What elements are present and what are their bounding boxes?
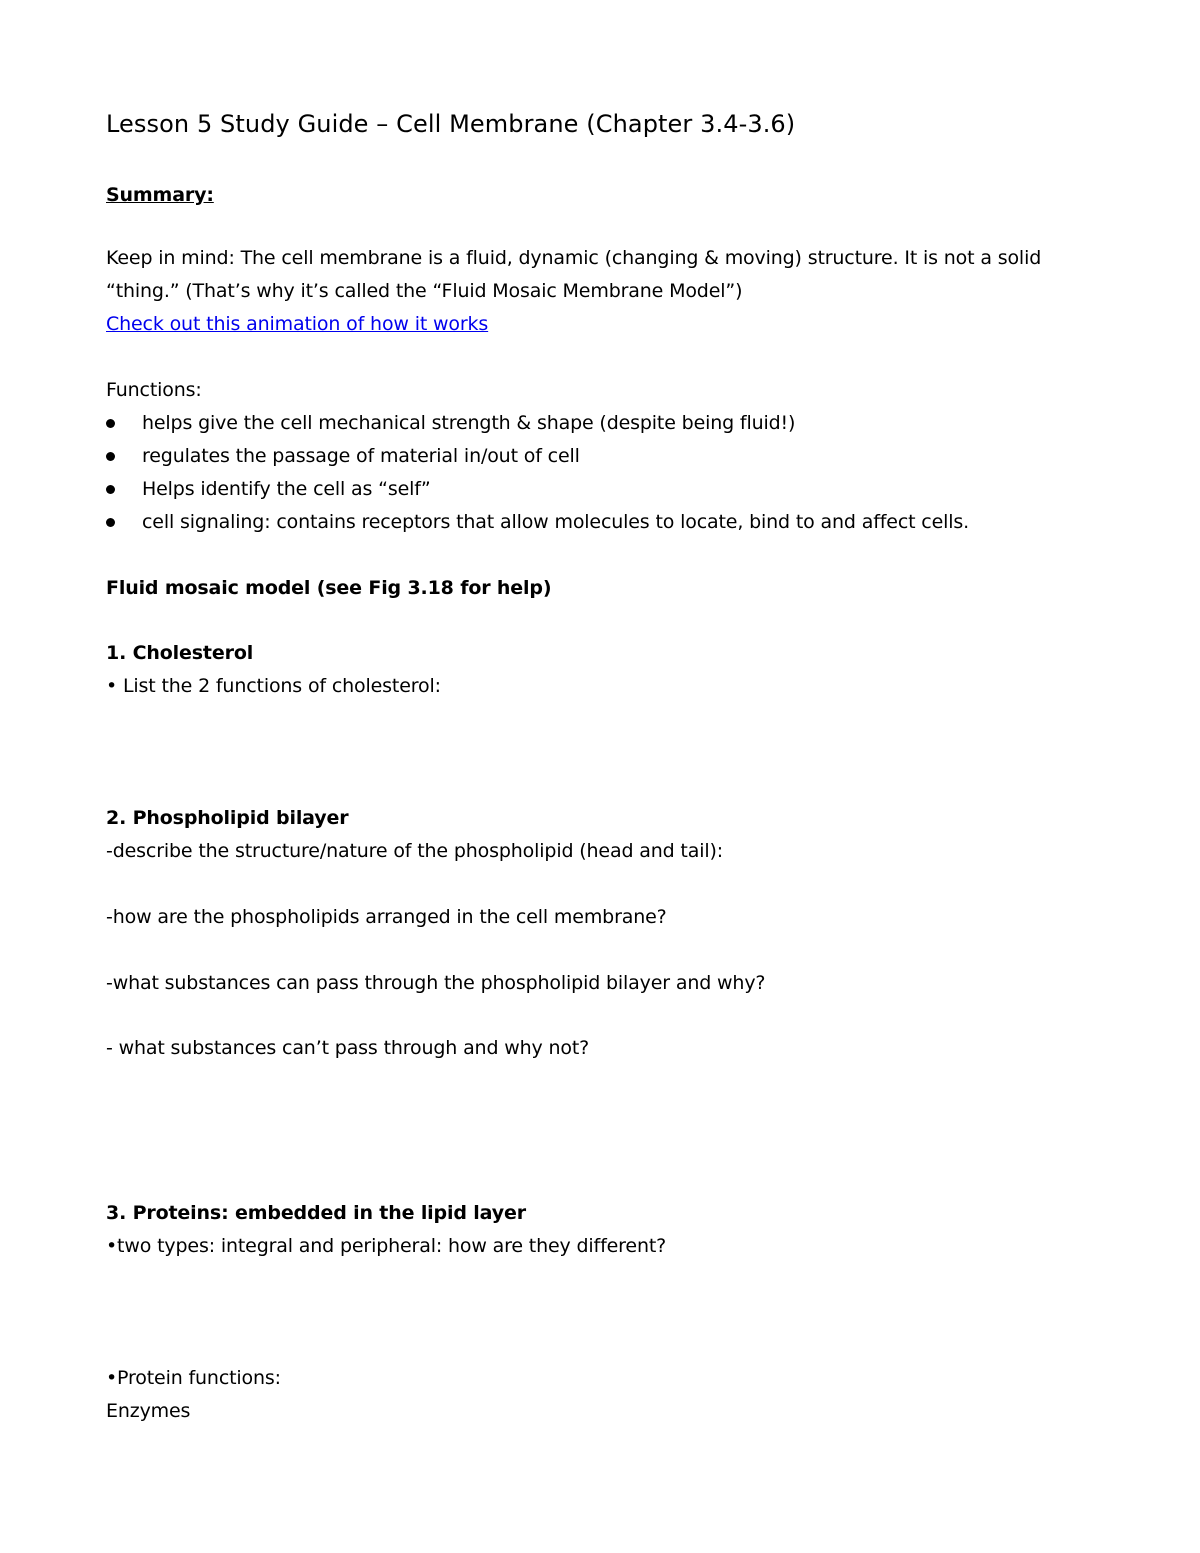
- function-text: Helps identify the cell as “self”: [142, 478, 431, 500]
- functions-heading: Functions:: [106, 379, 202, 401]
- document-title: Lesson 5 Study Guide – Cell Membrane (Chapter 3.4-3.6): [106, 110, 796, 138]
- cholesterol-heading: 1. Cholesterol: [106, 642, 254, 664]
- intro-line-1: Keep in mind: The cell membrane is a fluid, dynamic (changing & moving) structure. It is not a solid: [106, 247, 1042, 269]
- phospholipid-question-4: - what substances can’t pass through and why not?: [106, 1037, 590, 1059]
- bullet-icon: [106, 419, 115, 428]
- intro-line-2: “thing.” (That’s why it’s called the “Fluid Mosaic Membrane Model”): [106, 280, 743, 302]
- phospholipid-question-3: -what substances can pass through the phospholipid bilayer and why?: [106, 972, 766, 994]
- summary-heading: Summary:: [106, 184, 214, 206]
- function-text: cell signaling: contains receptors that allow molecules to locate, bind to and affect cells.: [142, 511, 970, 533]
- protein-types-prompt: •two types: integral and peripheral: how are they different?: [106, 1235, 667, 1257]
- phospholipid-question-2: -how are the phospholipids arranged in the cell membrane?: [106, 906, 667, 928]
- model-heading: Fluid mosaic model (see Fig 3.18 for help): [106, 577, 552, 599]
- protein-functions-prompt: •Protein functions:: [106, 1367, 281, 1389]
- phospholipid-heading: 2. Phospholipid bilayer: [106, 807, 349, 829]
- enzymes-label: Enzymes: [106, 1400, 191, 1422]
- bullet-icon: [106, 452, 115, 461]
- function-text: regulates the passage of material in/out of cell: [142, 445, 580, 467]
- phospholipid-question-1: -describe the structure/nature of the phospholipid (head and tail):: [106, 840, 723, 862]
- animation-link[interactable]: Check out this animation of how it works: [106, 313, 489, 335]
- function-text: helps give the cell mechanical strength & shape (despite being fluid!): [142, 412, 796, 434]
- bullet-icon: [106, 518, 115, 527]
- proteins-heading: 3. Proteins: embedded in the lipid layer: [106, 1202, 526, 1224]
- bullet-icon: [106, 485, 115, 494]
- cholesterol-prompt: • List the 2 functions of cholesterol:: [106, 675, 441, 697]
